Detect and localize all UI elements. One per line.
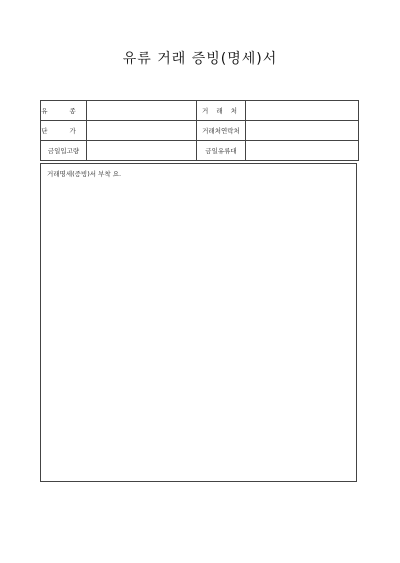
- label-unit-price: 단 가: [41, 121, 87, 141]
- label-oil-type: 유 종: [41, 101, 87, 121]
- value-vendor[interactable]: [246, 101, 359, 121]
- value-unit-price[interactable]: [87, 121, 197, 141]
- label-today-receipt-qty: 금일입고량: [41, 141, 87, 161]
- table-row: [41, 101, 359, 121]
- value-oil-type[interactable]: [87, 101, 197, 121]
- label-vendor: 거 래 처: [197, 101, 246, 121]
- label-vendor-contact: 거래처연락처: [197, 121, 246, 141]
- label-today-fuel-cost: 금일유류대: [197, 141, 246, 161]
- document-title: 유류 거래 증빙(명세)서: [122, 51, 278, 67]
- table-row: [41, 121, 359, 141]
- attachment-instruction: 거래명세(증빙)서 부착 요.: [47, 170, 122, 178]
- value-vendor-contact[interactable]: [246, 121, 359, 141]
- value-today-fuel-cost[interactable]: [246, 141, 359, 161]
- info-table: [40, 100, 359, 161]
- attachment-box[interactable]: [40, 163, 357, 482]
- table-row: [41, 141, 359, 161]
- value-today-receipt-qty[interactable]: [87, 141, 197, 161]
